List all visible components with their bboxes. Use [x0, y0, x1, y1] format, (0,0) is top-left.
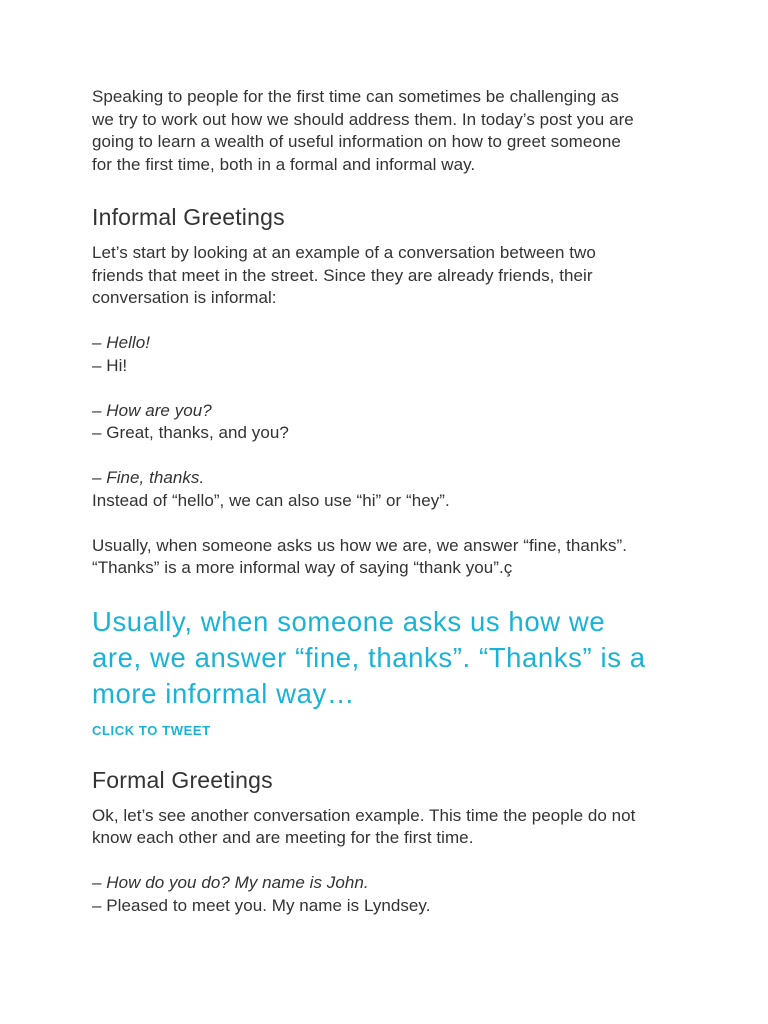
- click-to-tweet-link[interactable]: CLICK TO TWEET: [92, 722, 211, 738]
- dialog-note-line: Instead of “hello”, we can also use “hi” or “hey”.: [92, 490, 450, 510]
- dialog-line: – Fine, thanks.: [92, 468, 205, 487]
- intro-line: we try to work out how we should address them. In today’s post you are: [92, 109, 634, 129]
- formal-greetings-heading: Formal Greetings: [92, 766, 273, 793]
- spacer: [92, 310, 692, 333]
- article-body: [92, 86, 692, 917]
- informal-note-line: “Thanks” is a more informal way of saying “thank you”.ç: [92, 558, 513, 577]
- spacer: [92, 445, 692, 468]
- intro-line: going to learn a wealth of useful information on how to greet someone: [92, 132, 621, 151]
- quote-line: more informal way…: [92, 677, 355, 709]
- formal-intro-line: know each other and are meeting for the first time.: [92, 828, 474, 847]
- spacer: [92, 512, 692, 535]
- intro-line: for the first time, both in a formal and informal way.: [92, 154, 476, 174]
- informal-intro-line: friends that meet in the street. Since they are already friends, their: [92, 265, 593, 285]
- dialog-line: – Hi!: [92, 355, 128, 375]
- spacer: [92, 377, 692, 400]
- dialog-line: – Hello!: [92, 333, 151, 352]
- dialog-line: – Pleased to meet you. My name is Lyndsey.: [92, 895, 431, 915]
- informal-note-line: Usually, when someone asks us how we are, we answer “fine, thanks”.: [92, 535, 627, 555]
- dialog-line: – Great, thanks, and you?: [92, 423, 289, 442]
- intro-line: Speaking to people for the first time can sometimes be challenging as: [92, 87, 619, 106]
- informal-intro-line: conversation is informal:: [92, 288, 277, 307]
- informal-intro-line: Let’s start by looking at an example of a conversation between two: [92, 243, 596, 262]
- dialog-line: – How are you?: [92, 400, 212, 420]
- tweetable-quote: [92, 604, 692, 712]
- quote-line: Usually, when someone asks us how we: [92, 605, 606, 637]
- intro-paragraph: [92, 86, 692, 176]
- spacer: [92, 850, 692, 873]
- informal-greetings-heading: Informal Greetings: [92, 204, 285, 230]
- quote-line: are, we answer “fine, thanks”. “Thanks” is a: [92, 641, 646, 673]
- dialog-line: – How do you do? My name is John.: [92, 873, 369, 892]
- informal-intro-paragraph: [92, 242, 692, 580]
- formal-intro-paragraph: [92, 805, 692, 918]
- formal-intro-line: Ok, let’s see another conversation example. This time the people do not: [92, 805, 636, 825]
